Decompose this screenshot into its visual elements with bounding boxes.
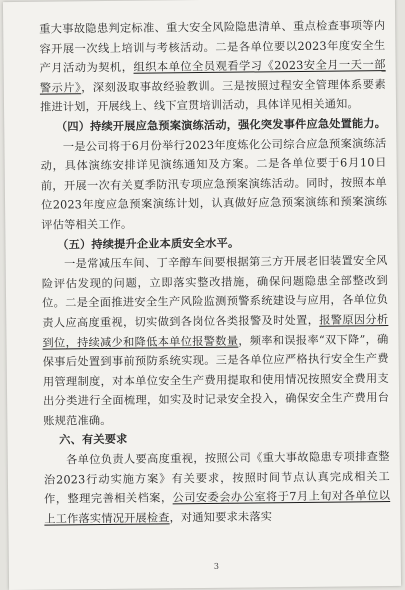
paragraph-training — [39, 16, 386, 118]
section-heading-requirements: 六、有关要求 — [59, 432, 128, 447]
paragraph-drills — [40, 134, 387, 236]
paragraph-text: 各单位负责人要高度重视，按照公司《重大事故隐患专项排查整治2023行动实施方案》有关要求，按照时间节点认真完成相关工作，整理完善相关档案， — [43, 450, 390, 506]
paragraph-text: 一是公司将于6月份举行2023年度炼化公司综合应急预案演练活动，具体演练安排详见演练通知及方案。二是各单位要于6月10日前，开展一次有关夏季防汛专项应急预案演练活动。同时，按照本单位2023年度应急预案演练计划，认真做好应急预案演练和预案演练评估等相关工作。 — [40, 136, 388, 232]
underlined-text: 公司安委会办公室将于7月上旬对各单位以上工作落实情况开展检查 — [44, 489, 391, 526]
section-heading-safety: （五）持续提升企业本质安全水平。 — [57, 235, 240, 252]
paragraph-text: ，深刻汲取事故经验教训。三是按照过程安全管理体系要素推进计划，开展线上、线下宣贯培训活动，具体详见相关通知。 — [39, 77, 386, 115]
underlined-text: 组织本单位全员观看学习《2023安全月一天一部警示片》 — [39, 58, 386, 95]
paragraph-requirements — [44, 447, 391, 529]
paragraph-text: 重大事故隐患判定标准、重大安全风险隐患清单、重点检查事项等内容开展一次线上培训与考核活动。二是各单位要以2023年度安全生产月活动为契机， — [39, 19, 386, 75]
page-number: 3 — [213, 561, 219, 571]
section-heading-drills: （四）持续开展应急预案演练活动，强化突发事件应急处置能力。 — [55, 116, 387, 134]
paragraph-text: ，对通知要求未落实 — [169, 510, 273, 525]
paragraph-safety — [42, 251, 390, 431]
paragraph-text: 一是常减压车间、丁辛醇车间要根据第三方开展老旧装置安全风险评估发现的问题，立即落实整改措施，确保问题隐患全部整改到位。二是全面推进安全生产风险监测预警系统建设与应用，各单位负责人应高度重视，切实做到各岗位各类报警及时处置， — [41, 254, 389, 330]
paragraph-text: ，频率和误报率“双下降”，确保事后处置到事前预防系统实现。三是各单位应严格执行安全生产费用管理制度，对本单位安全生产费用提取和使用情况按照安全费用支出分类进行全面梳理，如实及时记录安全投入，确保安全生产费用台账规范准确。 — [42, 332, 390, 428]
underlined-text: 报警原因分析到位，持续减少和降低本单位报警数量 — [42, 312, 389, 350]
document-body — [39, 16, 390, 529]
document-page — [3, 0, 401, 590]
